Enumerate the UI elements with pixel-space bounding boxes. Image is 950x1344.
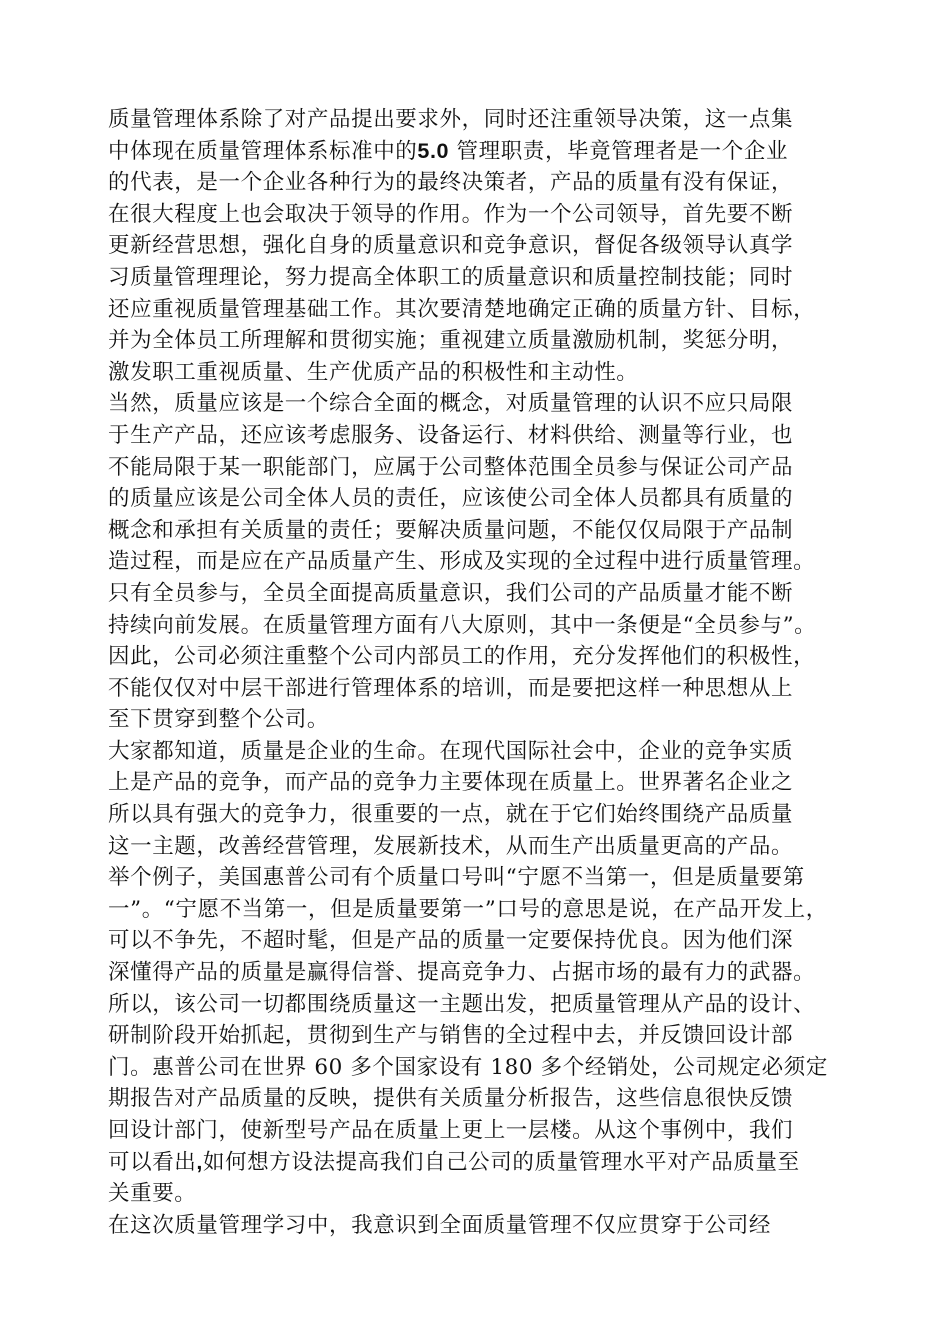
text-run: 不能局限于某一职能部门，应属于公司整体范围全员参与保证公司产品 — [108, 454, 794, 480]
text-line — [108, 862, 848, 894]
text-run: 所以具有强大的竞争力，很重要的一点，就在于它们始终围绕产品质量 — [108, 802, 794, 828]
text-line — [108, 1052, 848, 1084]
text-run: 于生产产品，还应该考虑服务、设备运行、材料供给、测量等行业，也 — [108, 422, 794, 448]
text-line — [108, 610, 848, 642]
text-line — [108, 546, 848, 578]
paragraph — [108, 1210, 848, 1242]
paragraph — [108, 104, 848, 388]
text-line — [108, 704, 848, 736]
text-run: 深懂得产品的质量是赢得信誉、提高竞争力、占据市场的最有力的武器。 — [108, 960, 816, 986]
text-run: 可以看出 — [108, 1149, 197, 1175]
text-run: 不能仅仅对中层干部进行管理体系的培训，而是要把这样一种思想从上 — [108, 675, 794, 701]
paragraph — [108, 736, 848, 1210]
text-line — [108, 262, 848, 294]
text-run: 还应重视质量管理基础工作。其次要清楚地确定正确的质量方针、目标， — [108, 296, 816, 322]
text-line — [108, 357, 848, 389]
text-line — [108, 1115, 848, 1147]
text-line — [108, 894, 848, 926]
text-line — [108, 1178, 848, 1210]
text-line — [108, 578, 848, 610]
text-run: 如何想方设法提高我们自己公司的质量管理水平对产品质量至 — [202, 1149, 800, 1175]
text-run: 可以不争先，不超时髦，但是产品的质量一定要保持优良。因为他们深 — [108, 928, 794, 954]
text-line — [108, 989, 848, 1021]
text-line — [108, 420, 848, 452]
text-run: 门。惠普公司在世界 60 多个国家设有 180 多个经销处，公司规定必须定 — [108, 1054, 828, 1080]
text-run: 所以，该公司一切都围绕质量这一主题出发，把质量管理从产品的设计、 — [108, 991, 816, 1017]
text-run: 关重要。 — [108, 1181, 197, 1207]
text-run: 当然，质量应该是一个综合全面的概念，对质量管理的认识不应只局限 — [108, 391, 794, 417]
text-line — [108, 167, 848, 199]
text-line — [108, 452, 848, 484]
text-run: 中体现在质量管理体系标准中的 — [108, 138, 418, 164]
text-run: 因此，公司必须注重整个公司内部员工的作用，充分发挥他们的积极性， — [108, 644, 816, 670]
bold-text-run: , — [196, 1149, 203, 1174]
text-run: 回设计部门，使新型号产品在质量上更上一层楼。从这个事例中，我们 — [108, 1118, 794, 1143]
text-run: 持续向前发展。在质量管理方面有八大原则，其中一条便是“全员参与”。 — [108, 612, 817, 638]
text-line — [108, 799, 848, 831]
text-run: 在这次质量管理学习中，我意识到全面质量管理不仅应贯穿于公司经 — [108, 1212, 772, 1238]
text-run: 管理职责，毕竟管理者是一个企业 — [449, 138, 789, 164]
text-run: 至下贯穿到整个公司。 — [108, 707, 330, 733]
text-line — [108, 483, 848, 515]
text-run: 期报告对产品质量的反映，提供有关质量分析报告，这些信息很快反馈 — [108, 1086, 794, 1112]
text-run: 只有全员参与，全员全面提高质量意识，我们公司的产品质量才能不断 — [108, 580, 794, 606]
text-line — [108, 1083, 848, 1115]
text-line — [108, 673, 848, 705]
paragraph — [108, 388, 848, 736]
text-line — [108, 104, 848, 136]
text-run: 研制阶段开始抓起，贯彻到生产与销售的全过程中去，并反馈回设计部 — [108, 1023, 794, 1049]
text-run: 举个例子，美国惠普公司有个质量口号叫“宁愿不当第一，但是质量要第 — [108, 865, 805, 891]
text-line — [108, 957, 848, 989]
text-run: 并为全体员工所理解和贯彻实施；重视建立质量激励机制，奖惩分明， — [108, 328, 794, 354]
bold-text-run: 5.0 — [417, 138, 450, 163]
text-line — [108, 1210, 848, 1242]
text-line — [108, 294, 848, 326]
text-run: 的质量应该是公司全体人员的责任，应该使公司全体人员都具有质量的 — [108, 486, 794, 512]
text-run: 概念和承担有关质量的责任；要解决质量问题，不能仅仅局限于产品制 — [108, 517, 794, 543]
text-line — [108, 641, 848, 673]
text-line — [108, 831, 848, 863]
text-line — [108, 136, 848, 168]
text-line — [108, 925, 848, 957]
text-run: 的代表，是一个企业各种行为的最终决策者，产品的质量有没有保证， — [108, 170, 794, 196]
text-line — [108, 388, 848, 420]
text-run: 更新经营思想，强化自身的质量意识和竞争意识，督促各级领导认真学 — [108, 233, 794, 259]
text-run: 一”。“宁愿不当第一，但是质量要第一”口号的意思是说，在产品开发上， — [108, 896, 828, 922]
text-run: 这一主题，改善经营管理，发展新技术，从而生产出质量更高的产品。 — [108, 833, 794, 859]
text-run: 激发职工重视质量、生产优质产品的积极性和主动性。 — [108, 359, 639, 385]
text-run: 上是产品的竞争，而产品的竞争力主要体现在质量上。世界著名企业之 — [108, 770, 794, 796]
text-line — [108, 230, 848, 262]
text-run: 造过程，而是应在产品质量产生、形成及实现的全过程中进行质量管理。 — [108, 549, 816, 575]
text-line — [108, 1147, 848, 1179]
text-line — [108, 199, 848, 231]
text-run: 大家都知道，质量是企业的生命。在现代国际社会中，企业的竞争实质 — [108, 738, 794, 764]
text-run: 习质量管理理论，努力提高全体职工的质量意识和质量控制技能；同时 — [108, 264, 794, 290]
text-run: 质量管理体系除了对产品提出要求外，同时还注重领导决策，这一点集 — [108, 107, 794, 132]
text-line — [108, 736, 848, 768]
text-run: 在很大程度上也会取决于领导的作用。作为一个公司领导，首先要不断 — [108, 201, 794, 227]
text-line — [108, 325, 848, 357]
text-line — [108, 1020, 848, 1052]
text-line — [108, 767, 848, 799]
text-line — [108, 515, 848, 547]
document-body — [108, 104, 848, 1241]
